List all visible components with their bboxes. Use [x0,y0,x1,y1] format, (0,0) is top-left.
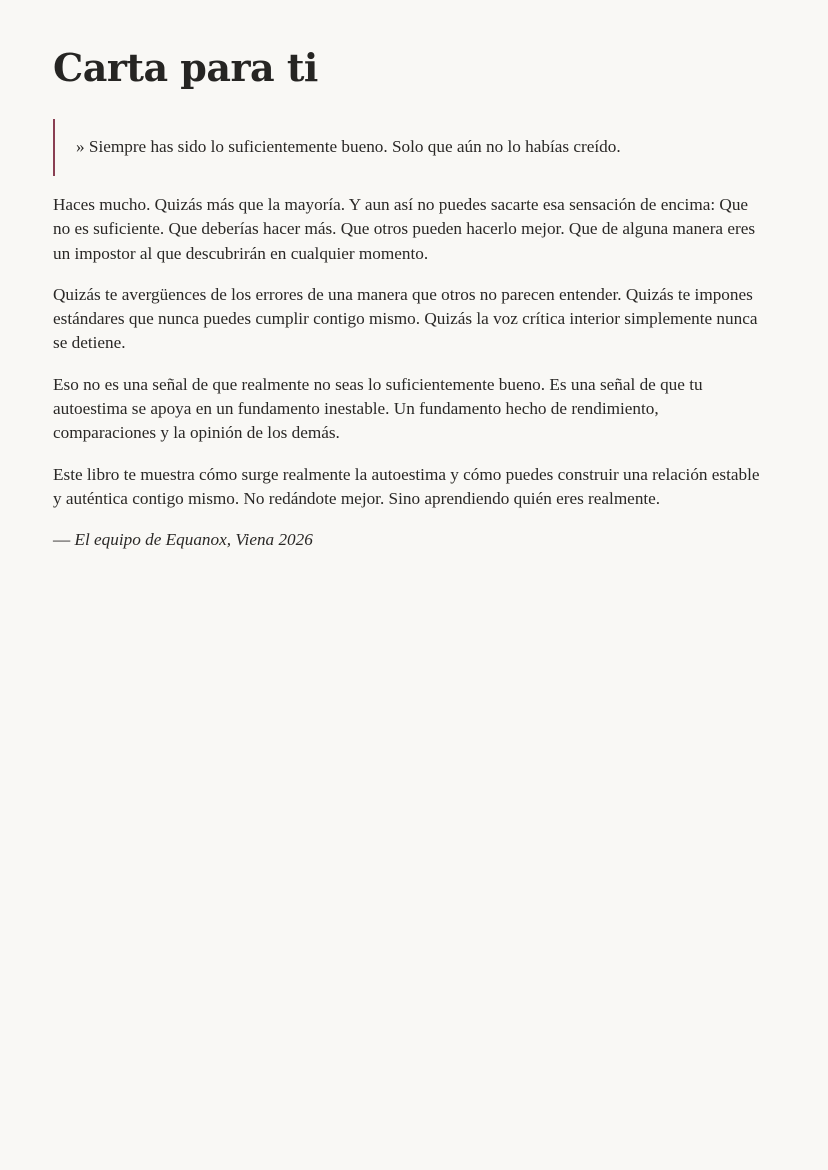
paragraph-1: Haces mucho. Quizás más que la mayoría. Y aun así no puedes sacarte esa sensación de encima: Que no es suficiente. Que deberías hacer más. Que otros pueden hacerlo mejor. Que de alguna manera eres un impostor al que descubrirán en cualquier momento. [53,195,756,263]
signature-text: El equipo de Equanox, Viena 2026 [74,530,313,550]
signature [53,528,765,552]
signature-dash: — [53,530,75,550]
paragraph-3: Eso no es una señal de que realmente no seas lo suficientemente bueno. Es una señal de que tu autoestima se apoya en un fundamento inestable. Un fundamento hecho de rendimiento, comparaciones y la opinión de los demás. [53,374,703,443]
page-title: Carta para ti [53,45,318,90]
paragraph-4: Este libro te muestra cómo surge realmente la autoestima y cómo puedes construir una relación estable y auténtica contigo mismo. No redándote mejor. Sino aprendiendo quién eres realmente. [53,464,760,508]
paragraph-2: Quizás te avergüences de los errores de una manera que otros no parecen entender. Quizás te impones estándares que nunca puedes cumplir contigo mismo. Quizás la voz crítica interior simplemente nunca se detiene. [53,284,758,353]
pull-quote-text: » Siempre has sido lo suficientemente bueno. Solo que aún no lo habías creído. [76,137,621,156]
letter-body [53,193,765,552]
letter-page [53,44,765,552]
pull-quote [53,119,765,176]
